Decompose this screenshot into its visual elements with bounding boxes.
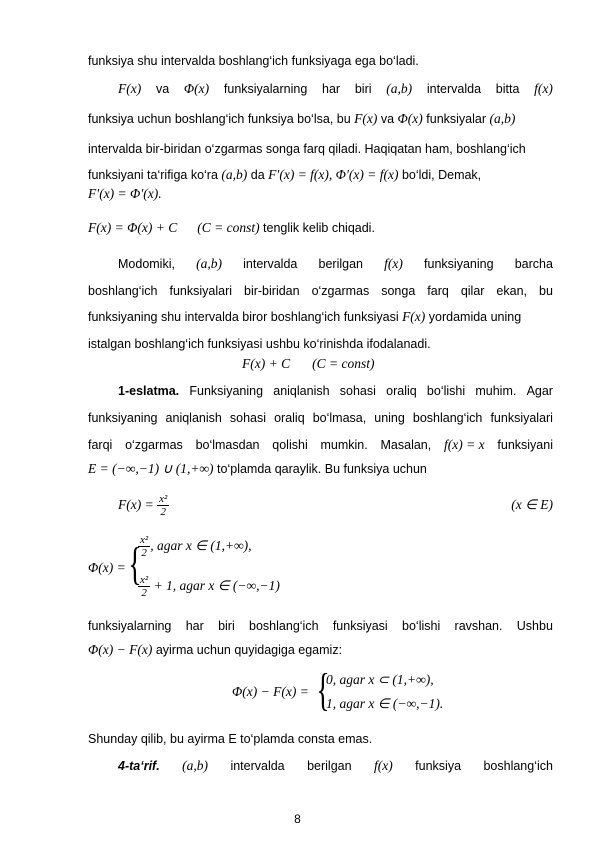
text-line-13 <box>118 383 553 399</box>
page-number: 8 <box>294 812 301 826</box>
math-const: (C = const) <box>197 220 260 235</box>
formula-general-antiderivative <box>242 356 442 372</box>
math-fx: f(x) <box>384 256 403 271</box>
word: funksiyaning <box>88 411 158 425</box>
word: funksiya <box>415 759 462 773</box>
piecewise-case-2 <box>138 574 280 599</box>
word: muhim. <box>475 384 517 398</box>
word: bo‘lishi <box>402 619 441 633</box>
text-span: va <box>377 112 398 126</box>
word: biri <box>218 619 235 633</box>
math-lhs: Φ(x) − F(x) = <box>232 684 309 699</box>
text-span: yordamida uning <box>425 310 522 324</box>
fraction-numerator: x² <box>140 574 149 586</box>
fraction-numerator: x² <box>159 493 168 506</box>
word: boshlang‘ich <box>483 759 553 773</box>
word: har <box>185 619 204 633</box>
math-equation: F(x) = Φ(x) + C <box>88 220 178 235</box>
math-fx: f(x) <box>534 81 553 96</box>
word: boshlang‘ich <box>249 619 319 633</box>
formula-Phi-piecewise <box>88 532 388 608</box>
text-span: funksiyaning shu intervalda biror boshlang‘ich funksiyasi <box>88 310 403 324</box>
piecewise-case-2: 1, agar x ∈ (−∞,−1). <box>326 696 444 711</box>
math-lhs: Φ(x) = <box>88 560 126 575</box>
math-Fx: F(x) <box>354 111 378 126</box>
left-brace: { <box>316 664 330 715</box>
text-line-5 <box>88 167 553 183</box>
word: Masalan, <box>380 438 432 452</box>
text-line-14 <box>88 410 553 426</box>
text-line-3 <box>88 111 553 127</box>
fraction-denominator: 2 <box>160 506 166 519</box>
text-line-20 <box>88 618 553 634</box>
math-interval-ab: (a,b) <box>196 256 222 271</box>
text-line-11: istalgan boshlang‘ich funksiyasi ushbu ko‘rinishda ifodalanadi. <box>88 337 431 351</box>
word: ekan, <box>496 284 528 298</box>
text-line-21 <box>88 642 553 658</box>
word: aniqlanish <box>165 411 222 425</box>
word: Modomiki, <box>118 257 175 271</box>
word: va <box>155 82 170 96</box>
word: oraliq <box>274 411 305 425</box>
word: bo‘lishi <box>426 384 466 398</box>
text-line-4: intervalda bir-biridan o‘zgarmas songa farq qiladi. Haqiqatan ham, boshlang‘ich <box>88 142 526 156</box>
text-span: bo‘ldi, Demak, <box>398 168 482 182</box>
text-line-1: funksiya shu intervalda boshlang‘ich funksiyaga ega bo‘ladi. <box>88 54 419 68</box>
math-interval-ab: (a,b) <box>182 758 208 773</box>
math-Fx: F(x) <box>118 81 142 96</box>
word: aniqlanish <box>273 384 330 398</box>
word: qilar <box>460 284 485 298</box>
math-derivative-equality: F′(x) = Φ′(x). <box>88 186 162 201</box>
word: funksiyalari <box>169 284 233 298</box>
math-set-E: E = (−∞,−1) ∪ (1,+∞) <box>88 461 214 476</box>
word: funksiyani <box>497 438 553 452</box>
word: Funksiyaning <box>189 384 264 398</box>
word: o‘zgarmas <box>125 438 183 452</box>
word: funksiyalarning <box>223 82 308 96</box>
text-span: ayirma uchun quyidagiga egamiz: <box>152 643 343 657</box>
text-line-23: Shunday qilib, bu ayirma E to‘plamda consta emas. <box>88 732 373 746</box>
piecewise-case-1 <box>138 534 252 559</box>
math-domain: (x ∈ E) <box>511 497 553 512</box>
piecewise-case-1: 0, agar x ⊂ (1,+∞), <box>326 672 434 687</box>
math-interval-ab: (a,b) <box>386 81 413 96</box>
math-fx: f(x) <box>374 758 393 773</box>
word: bir-biridan <box>244 284 300 298</box>
word: boshlang‘ich <box>412 411 483 425</box>
fraction <box>157 493 169 518</box>
word: uning <box>374 411 405 425</box>
text-span: to‘plamda qaraylik. Bu funksiya uchun <box>213 462 427 476</box>
fraction <box>138 534 150 559</box>
word: Ushbu <box>516 619 553 633</box>
text-span: funksiyalar <box>422 112 490 126</box>
word: funksiyaning <box>424 257 494 271</box>
math-interval-ab: (a,b) <box>221 167 248 182</box>
remark-heading: 1-eslatma. <box>118 384 180 398</box>
math-Phix: Φ(x) <box>183 81 210 96</box>
math-lhs: F(x) = <box>118 497 158 512</box>
fraction-numerator: x² <box>140 534 149 546</box>
word: bitta <box>495 82 520 96</box>
fraction-denominator: 2 <box>141 547 147 559</box>
word: har <box>322 82 341 96</box>
fraction-denominator: 2 <box>141 587 147 599</box>
word: biri <box>354 82 372 96</box>
left-brace: { <box>128 538 142 589</box>
word: songa <box>381 284 416 298</box>
math-fx-equals-x: f(x) = x <box>444 437 485 452</box>
word: intervalda <box>243 257 298 271</box>
text-line-10 <box>88 309 553 325</box>
word: farq <box>427 284 449 298</box>
math-derivatives: F′(x) = f(x), Φ′(x) = f(x) <box>268 167 399 182</box>
text-span: tenglik kelib chiqadi. <box>259 221 375 235</box>
case-condition: + 1, agar x ∈ (−∞,−1) <box>150 577 280 593</box>
text-line-9 <box>88 283 553 299</box>
word: Agar <box>526 384 553 398</box>
word: ravshan. <box>454 619 503 633</box>
math-Fx: F(x) <box>402 309 426 324</box>
math-Phix: Φ(x) <box>397 111 423 126</box>
word: oraliq <box>386 384 417 398</box>
case-condition: , agar x ∈ (1,+∞), <box>150 537 252 553</box>
fraction <box>138 574 150 599</box>
text-span: funksiyani ta‘rifiga ko‘ra <box>88 168 222 182</box>
text-span: funksiya uchun boshlang‘ich funksiya bo‘lsa, bu <box>88 112 355 126</box>
word: funksiyasi <box>332 619 388 633</box>
word: berilgan <box>318 257 363 271</box>
math-difference: Φ(x) − F(x) <box>88 642 153 657</box>
text-line-6 <box>88 186 553 202</box>
text-span: da <box>247 168 269 182</box>
word: qolishi <box>272 438 308 452</box>
text-line-7 <box>88 220 553 236</box>
word: intervalda <box>230 759 285 773</box>
word: bo‘lmasa, <box>312 411 367 425</box>
word: mumkin. <box>320 438 368 452</box>
word: funksiyalarning <box>88 619 172 633</box>
word: intervalda <box>426 82 482 96</box>
text-line-2 <box>118 81 553 97</box>
word: farqi <box>88 438 113 452</box>
math-expression: F(x) + C <box>242 356 291 371</box>
text-line-15 <box>88 437 553 453</box>
word: funksiyalari <box>490 411 553 425</box>
text-line-24 <box>118 758 553 774</box>
word: bo‘lmasdan <box>195 438 260 452</box>
formula-F <box>118 490 553 520</box>
word: sohasi <box>229 411 267 425</box>
definition-heading: 4-ta‘rif. <box>118 759 160 773</box>
formula-difference-piecewise <box>232 664 472 720</box>
text-line-16 <box>88 461 553 477</box>
word: boshlang‘ich <box>88 284 158 298</box>
text-line-8 <box>118 256 553 272</box>
word: bu <box>539 284 553 298</box>
math-interval-ab: (a,b) <box>489 111 516 126</box>
word: barcha <box>514 257 553 271</box>
word: berilgan <box>307 759 352 773</box>
word: sohasi <box>339 384 376 398</box>
word: o‘zgarmas <box>311 284 370 298</box>
math-const: (C = const) <box>312 356 375 371</box>
